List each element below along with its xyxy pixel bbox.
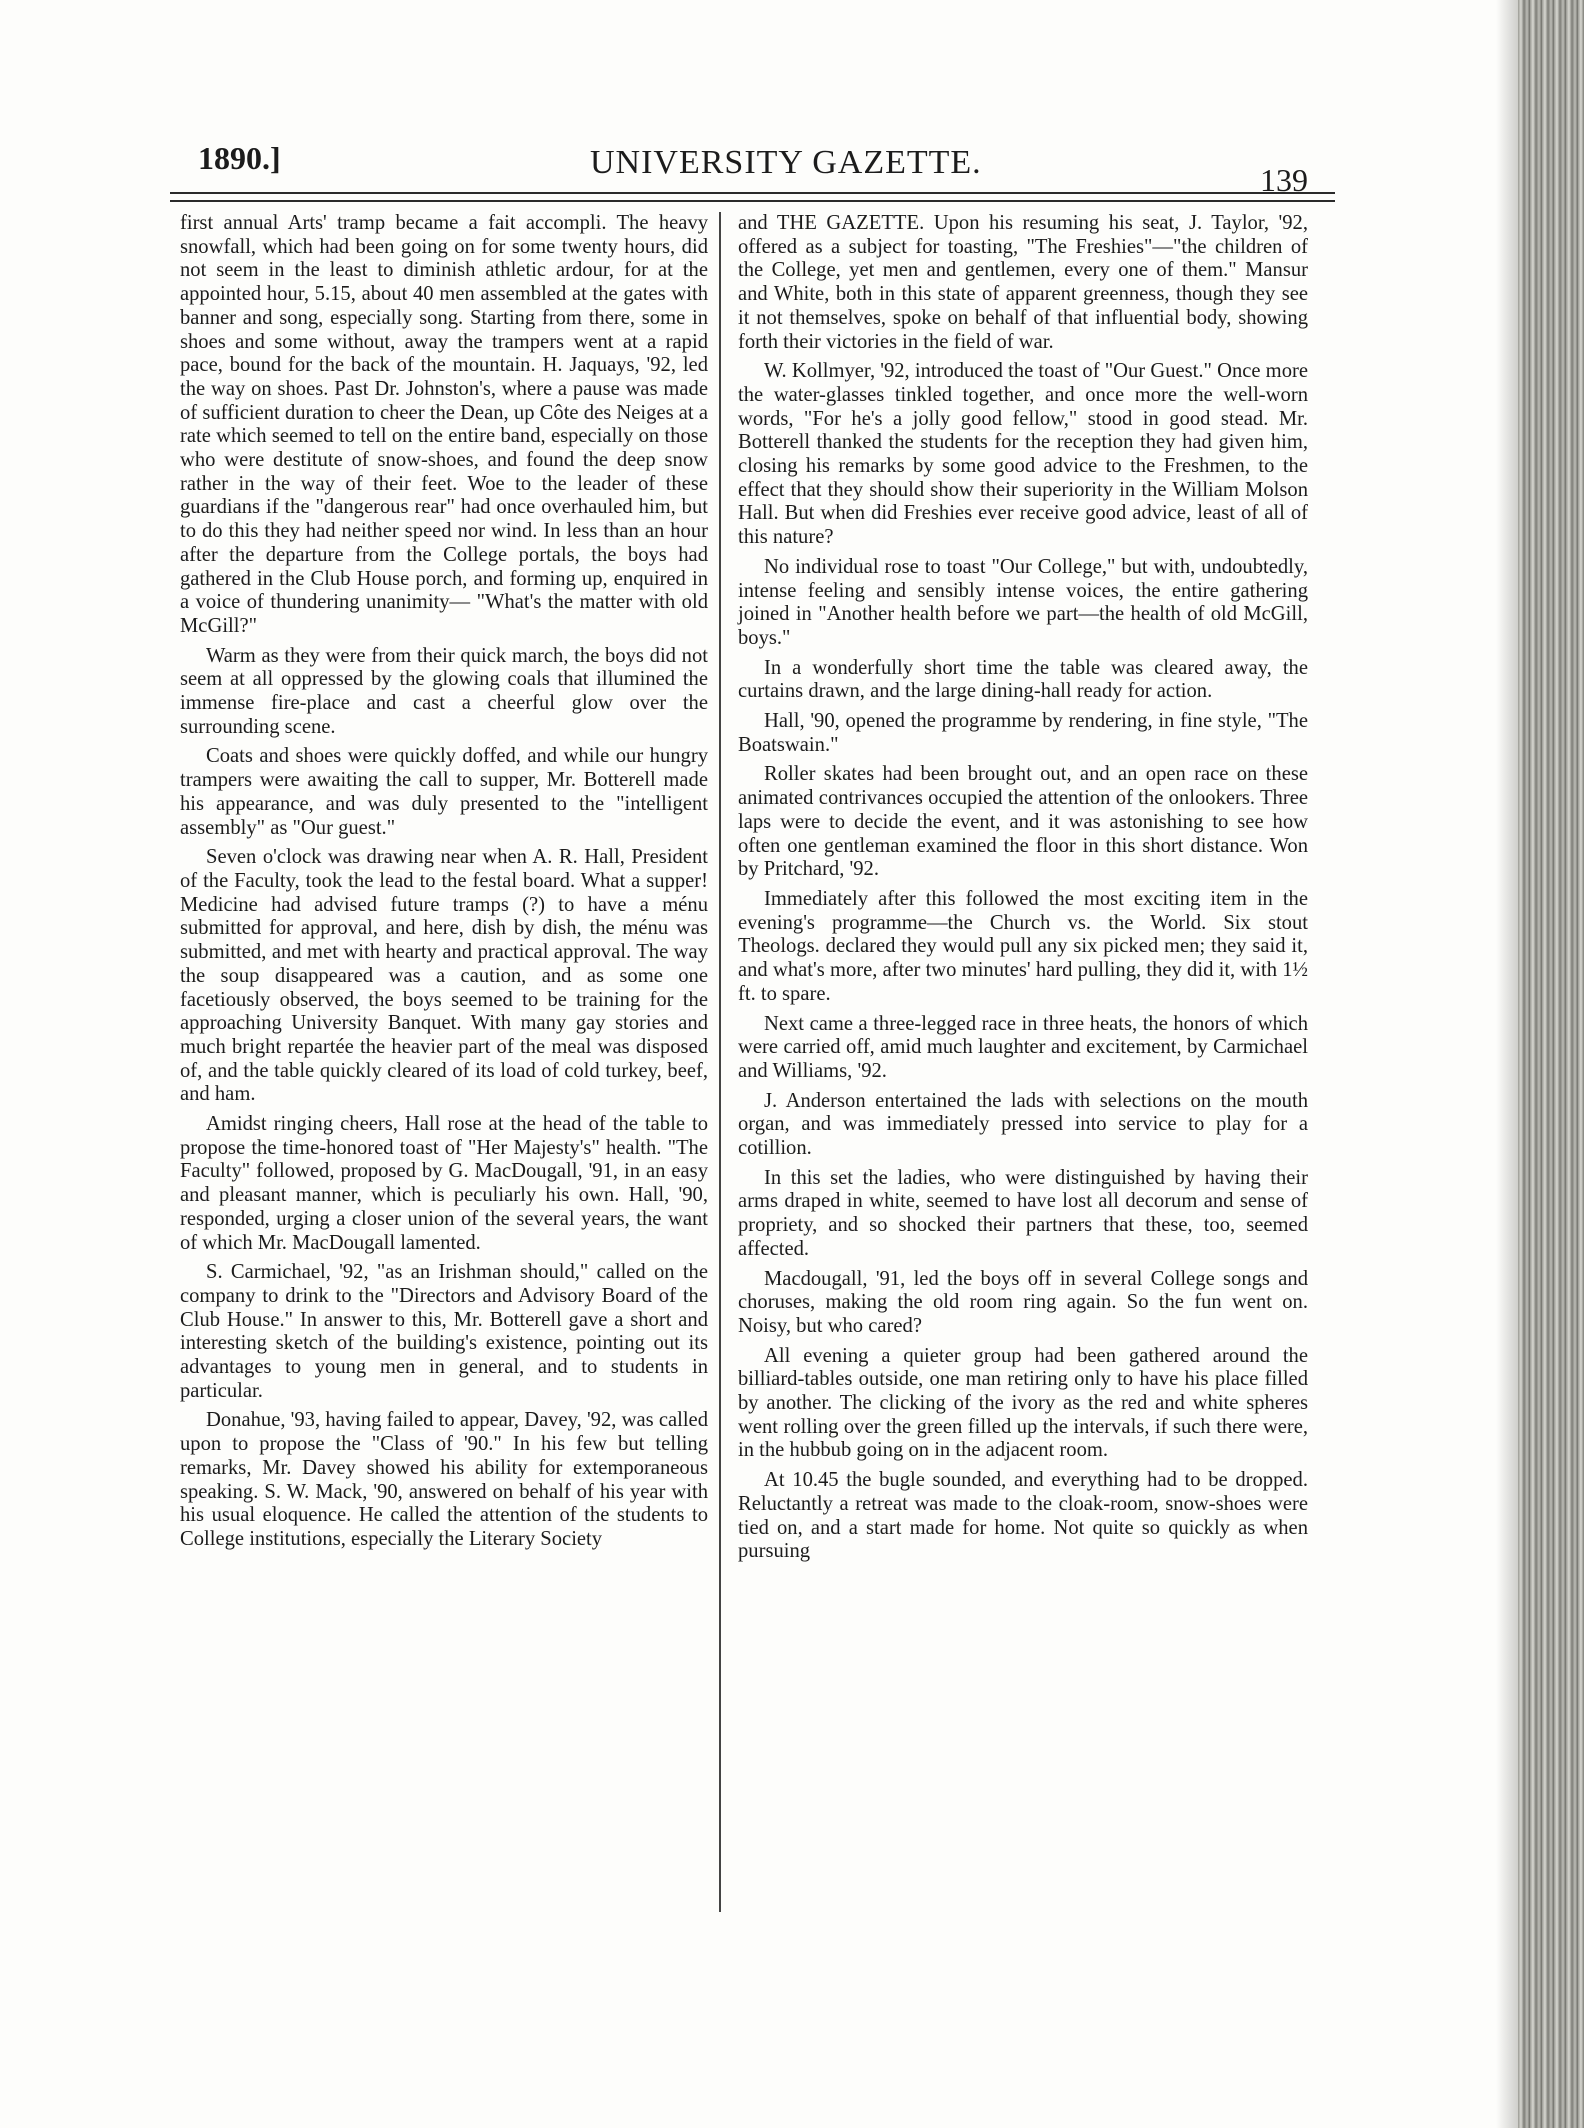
column-divider bbox=[719, 212, 721, 1912]
paragraph: Roller skates had been brought out, and an open race on these animated contrivances occupied the attention of the onlookers. Three laps were to decide the event, and it was astonishing to see how often one gentleman examined the floor in this short distance. Won by Pritchard, '92. bbox=[738, 763, 1308, 881]
paragraph: Macdougall, '91, led the boys off in several College songs and choruses, making the old room ring again. So the fun went on. Noisy, but who cared? bbox=[738, 1267, 1308, 1337]
page-number: 139 bbox=[1260, 162, 1308, 198]
publication-title: UNIVERSITY GAZETTE. bbox=[590, 144, 982, 181]
paragraph: All evening a quieter group had been gathered around the billiard-tables outside, one man retiring only to have his place filled by another. The clicking of the ivory as the red and white spheres went rolling over the green filled up the intervals, if such there were, in the hubbub going on in the adjacent room. bbox=[738, 1344, 1308, 1462]
paragraph: Hall, '90, opened the programme by rendering, in fine style, "The Boatswain." bbox=[738, 710, 1308, 756]
paragraph: In this set the ladies, who were distinguished by having their arms draped in white, seemed to have lost all decorum and sense of propriety, and so shocked their partners that these, too, seemed affected. bbox=[738, 1166, 1308, 1260]
paragraph: No individual rose to toast "Our College," but with, undoubtedly, intense feeling and sensibly intense voices, the entire gathering joined in "Another health before we part—the health of old McGill, boys." bbox=[738, 555, 1308, 649]
paragraph: W. Kollmyer, '92, introduced the toast of "Our Guest." Once more the water-glasses tinkled together, and once more the well-worn words, "For he's a jolly good fellow," stood in good stead. Mr. Botterell thanked the students for the reception they had given him, closing his remarks by some good advice to the Freshmen, to the effect that they should show their superiority in the William Molson Hall. But when did Freshies ever receive good advice, least of all of this nature? bbox=[738, 360, 1308, 549]
paragraph: Warm as they were from their quick march, the boys did not seem at all oppressed by the glowing coals that illumined the immense fire-place and cast a cheerful glow over the surrounding scene. bbox=[180, 644, 708, 738]
paragraph: Coats and shoes were quickly doffed, and while our hungry trampers were awaiting the call to supper, Mr. Botterell made his appearance, and was duly presented to the "intelligent assembly" as "Our guest." bbox=[180, 745, 708, 839]
paragraph: Immediately after this followed the most exciting item in the evening's programme—the Church vs. the World. Six stout Theologs. declared they would pull any six picked men; they said it, and what's more, after two minutes' hard pulling, they did it, with 1½ ft. to spare. bbox=[738, 887, 1308, 1005]
paragraph: Amidst ringing cheers, Hall rose at the head of the table to propose the time-honored toast of "Her Majesty's" health. "The Faculty" followed, proposed by G. MacDougall, '91, in an easy and pleasant manner, which is peculiarly his own. Hall, '90, responded, urging a closer union of the several years, the want of which Mr. MacDougall lamented. bbox=[180, 1113, 708, 1254]
paragraph: Next came a three-legged race in three heats, the honors of which were carried off, amid much laughter and excitement, by Carmichael and Williams, '92. bbox=[738, 1012, 1308, 1082]
paragraph: Seven o'clock was drawing near when A. R. Hall, President of the Faculty, took the lead to the festal board. What a supper! Medicine had advised future tramps (?) to have a ménu submitted for approval, and here, dish by dish, the ménu was submitted, and met with hearty and practical approval. The way the soup disappeared was a caution, and as some one facetiously observed, the boys seemed to be training for the approaching University Banquet. With many gay stories and much bright repartée the heavier part of the meal was disposed of, and the table quickly cleared of its load of cold turkey, beef, and ham. bbox=[180, 846, 708, 1106]
paragraph: first annual Arts' tramp became a fait accompli. The heavy snowfall, which had been going on for some twenty hours, did not seem in the least to diminish athletic ardour, for at the appointed hour, 5.15, about 40 men assembled at the gates with banner and song, especially song. Starting from there, some in shoes and some without, away the trampers went at a rapid pace, bound for the back of the mountain. H. Jaquays, '92, led the way on shoes. Past Dr. Johnston's, where a pause was made of sufficient duration to cheer the Dean, up Côte des Neiges at a rate which seemed to tell on the entire band, especially on those who were destitute of snow-shoes, and found the deep snow rather in the way of their feet. Woe to the leader of these guardians if the "dangerous rear" had once overhauled him, but to do this they had neither speed nor wind. In less than an hour after the departure from the College portals, the boys had gathered in the Club House porch, and forming up, enquired in a voice of thundering unanimity— "What's the matter with old McGill?" bbox=[180, 212, 708, 637]
paragraph: and THE GAZETTE. Upon his resuming his seat, J. Taylor, '92, offered as a subject for toasting, "The Freshies"—"the children of the College, yet men and gentlemen, every one of them." Mansur and White, both in this state of apparent greenness, though they see it not themselves, spoke on behalf of that influential body, showing forth their victories in the field of war. bbox=[738, 212, 1308, 353]
binding-shadow bbox=[1496, 0, 1518, 2128]
right-column bbox=[738, 212, 1308, 1570]
paragraph: J. Anderson entertained the lads with selections on the mouth organ, and was immediately pressed into service to play for a cotillion. bbox=[738, 1089, 1308, 1160]
book-binding-edge bbox=[1518, 0, 1584, 2128]
running-header bbox=[170, 140, 1335, 200]
paragraph: In a wonderfully short time the table was cleared away, the curtains drawn, and the large dining-hall ready for action. bbox=[738, 656, 1308, 703]
paragraph: S. Carmichael, '92, "as an Irishman should," called on the company to drink to the "Directors and Advisory Board of the Club House." In answer to this, Mr. Botterell gave a short and interesting sketch of the building's existence, pointing out its advantages to young men in general, and to students in particular. bbox=[180, 1261, 708, 1402]
header-year: 1890.] bbox=[198, 140, 281, 176]
left-column bbox=[180, 212, 708, 1558]
paragraph: Donahue, '93, having failed to appear, Davey, '92, was called upon to propose the "Class of '90." In his few but telling remarks, Mr. Davey showed his ability for extemporaneous speaking. S. W. Mack, '90, answered on behalf of his year with his usual eloquence. He called the attention of the students to College institutions, especially the Literary Society bbox=[180, 1409, 708, 1550]
header-rule bbox=[170, 192, 1335, 202]
paragraph: At 10.45 the bugle sounded, and everything had to be dropped. Reluctantly a retreat was made to the cloak-room, snow-shoes were tied on, and a start made for home. Not quite so quickly as when pursuing bbox=[738, 1469, 1308, 1563]
